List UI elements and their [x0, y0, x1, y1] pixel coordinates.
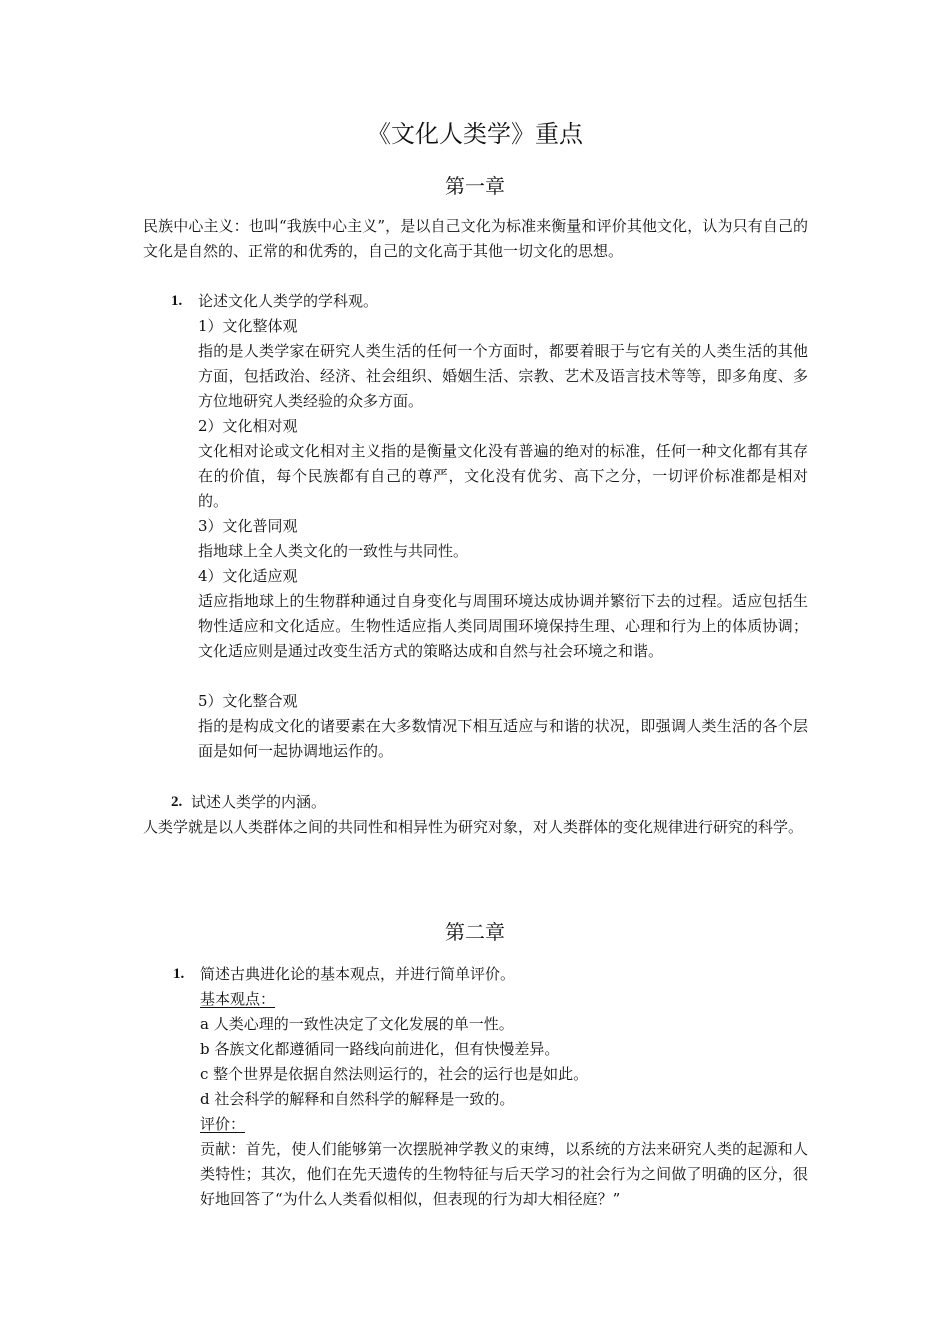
item-5-text: 指的是构成文化的诸要素在大多数情况下相互适应与和谐的状况，即强调人类生活的各个层面是如何一起协调地运作的。	[198, 717, 808, 760]
item-5-label: 5）文化整合观	[198, 692, 298, 710]
document-title: 《文化人类学》重点	[367, 120, 583, 148]
chapter-2-q1-number: 1.	[173, 966, 185, 982]
chapter-2-q1-question: 简述古典进化论的基本观点，并进行简单评价。	[200, 965, 516, 983]
item-1-text: 指的是人类学家在研究人类生活的任何一个方面时，都要着眼于与它有关的人类生活的其他方面，包括政治、经济、社会组织、婚姻生活、宗教、艺术及语言技术等等，即多角度、多方位地研究人类经验的众多方面。	[198, 342, 808, 410]
item-3-label: 3）文化普同观	[198, 517, 298, 535]
basic-point-c: c 整个世界是依据自然法则运行的，社会的运行也是如此。	[200, 1065, 589, 1083]
chapter-1-q2-question: 试述人类学的内涵。	[191, 793, 327, 811]
chapter-2-heading: 第二章	[445, 920, 505, 944]
basic-point-b: b 各族文化都遵循同一路线向前进化，但有快慢差异。	[200, 1040, 560, 1058]
chapter-1-q2-answer: 人类学就是以人类群体之间的共同性和相异性为研究对象，对人类群体的变化规律进行研究的科学。	[143, 818, 804, 836]
item-3-text: 指地球上全人类文化的一致性与共同性。	[198, 542, 469, 560]
item-2-text: 文化相对论或文化相对主义指的是衡量文化没有普遍的绝对的标准，任何一种文化都有其存在的价值，每个民族都有自己的尊严，文化没有优劣、高下之分，一切评价标准都是相对的。	[198, 442, 808, 510]
chapter-1-q2-number: 2.	[171, 794, 183, 810]
chapter-1-heading: 第一章	[445, 174, 505, 198]
basic-point-d: d 社会科学的解释和自然科学的解释是一致的。	[200, 1090, 515, 1108]
item-2-label: 2）文化相对观	[198, 417, 298, 435]
chapter-1-q1-question: 论述文化人类学的学科观。	[198, 292, 379, 310]
item-1-label: 1）文化整体观	[198, 317, 298, 335]
evaluation-contribution: 贡献：首先，使人们能够第一次摆脱神学教义的束缚，以系统的方法来研究人类的起源和人类特性；其次，他们在先天遗传的生物特征与后天学习的社会行为之间做了明确的区分，很好地回答了“为什么人类看似相似，但表现的行为却大相径庭？”	[200, 1140, 808, 1208]
ethnocentrism-definition: 民族中心主义：也叫“我族中心主义”，是以自己文化为标准来衡量和评价其他文化，认为只有自己的文化是自然的、正常的和优秀的，自己的文化高于其他一切文化的思想。	[143, 217, 808, 260]
chapter-1-q1-number: 1.	[171, 293, 183, 309]
basic-points-label: 基本观点：	[200, 990, 276, 1008]
item-4-label: 4）文化适应观	[198, 567, 298, 585]
basic-point-a: a 人类心理的一致性决定了文化发展的单一性。	[200, 1015, 514, 1033]
evaluation-label: 评价：	[200, 1115, 246, 1133]
item-4-text: 适应指地球上的生物群种通过自身变化与周围环境达成协调并繁衍下去的过程。适应包括生物性适应和文化适应。生物性适应指人类同周围环境保持生理、心理和行为上的体质协调；文化适应则是通过改变生活方式的策略达成和自然与社会环境之和谐。	[198, 592, 808, 660]
